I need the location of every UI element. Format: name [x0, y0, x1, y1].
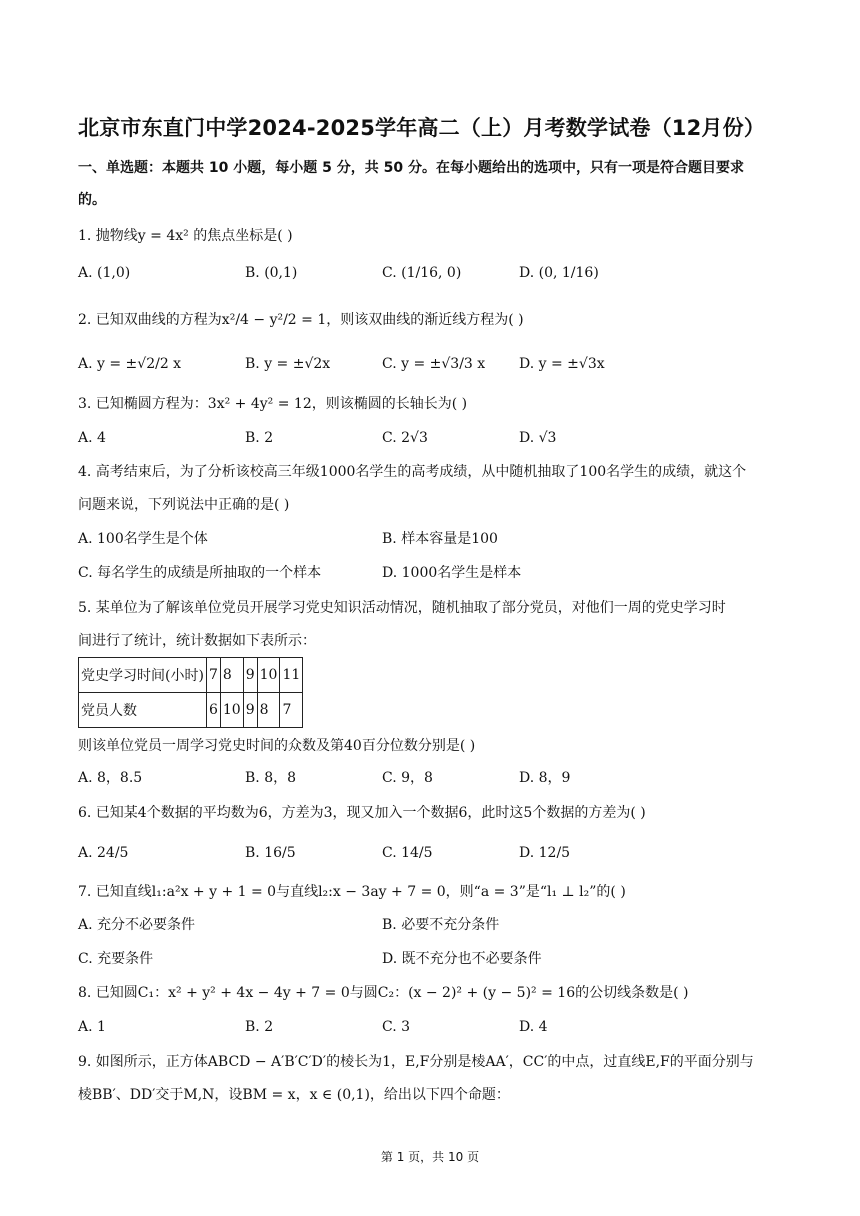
question-8-stem: 8. 已知圆C₁：x² + y² + 4x − 4y + 7 = 0与圆C₂：(x − 2)² + (y − 5)² = 16的公切线条数是( ) — [78, 985, 689, 1001]
q6-option-b: B. 16/5 — [245, 845, 296, 861]
question-4-stem-line1: 4. 高考结束后，为了分析该校高三年级1000名学生的高考成绩，从中随机抽取了100名学生的成绩，就这个 — [78, 464, 747, 480]
q3-option-a: A. 4 — [78, 430, 106, 446]
q5-option-c: C. 9，8 — [382, 770, 433, 786]
q8-option-d: D. 4 — [519, 1019, 548, 1035]
q2-option-a: A. y = ±√2/2 x — [78, 356, 182, 372]
table-cell: 8 — [257, 693, 280, 728]
q2-option-c: C. y = ±√3/3 x — [382, 356, 486, 372]
q6-option-a: A. 24/5 — [78, 845, 129, 861]
q5-option-a: A. 8，8.5 — [78, 770, 143, 786]
table-cell: 7 — [280, 693, 303, 728]
q2-option-d: D. y = ±√3x — [519, 356, 605, 372]
q1-option-c: C. (1/16, 0) — [382, 265, 462, 281]
q2-option-b: B. y = ±√2x — [245, 356, 331, 372]
section-instructions-line2: 的。 — [78, 192, 106, 208]
q7-option-b: B. 必要不充分条件 — [382, 917, 500, 933]
q5-option-d: D. 8，9 — [519, 770, 571, 786]
q4-option-a: A. 100名学生是个体 — [78, 531, 208, 547]
q1-option-d: D. (0, 1/16) — [519, 265, 599, 281]
q1-option-a: A. (1,0) — [78, 265, 131, 281]
page-title: 北京市东直门中学2024-2025学年高二（上）月考数学试卷（12月份） — [78, 116, 766, 140]
page-footer: 第 1 页，共 10 页 — [380, 1150, 480, 1164]
question-4-stem-line2: 问题来说，下列说法中正确的是( ) — [78, 497, 290, 513]
section-instructions-line1: 一、单选题：本题共 10 小题，每小题 5 分，共 50 分。在每小题给出的选项中，只有一项是符合题目要求 — [78, 160, 744, 176]
q3-option-b: B. 2 — [245, 430, 274, 446]
question-2-stem: 2. 已知双曲线的方程为x²/4 − y²/2 = 1，则该双曲线的渐近线方程为( ) — [78, 312, 524, 328]
q8-option-a: A. 1 — [78, 1019, 106, 1035]
question-6-stem: 6. 已知某4个数据的平均数为6，方差为3，现又加入一个数据6，此时这5个数据的方差为( ) — [78, 805, 646, 821]
table-cell: 10 — [220, 693, 243, 728]
table-cell: 9 — [243, 658, 257, 693]
q8-option-b: B. 2 — [245, 1019, 274, 1035]
q7-option-d: D. 既不充分也不必要条件 — [382, 951, 542, 967]
q6-option-c: C. 14/5 — [382, 845, 433, 861]
q4-option-b: B. 样本容量是100 — [382, 531, 498, 547]
table-cell: 6 — [206, 693, 220, 728]
question-5-stem-line3: 则该单位党员一周学习党史时间的众数及第40百分位数分别是( ) — [78, 738, 476, 754]
q1-option-b: B. (0,1) — [245, 265, 298, 281]
q3-option-d: D. √3 — [519, 430, 557, 446]
table-cell: 10 — [257, 658, 280, 693]
table-cell: 7 — [206, 658, 220, 693]
question-9-stem-line1: 9. 如图所示，正方体ABCD − A′B′C′D′的棱长为1，E,F分别是棱AA′，CC′的中点，过直线E,F的平面分别与 — [78, 1054, 754, 1070]
statistics-table — [78, 657, 303, 728]
question-5-stem-line1: 5. 某单位为了解该单位党员开展学习党史知识活动情况，随机抽取了部分党员，对他们一周的党史学习时 — [78, 600, 726, 616]
q4-option-d: D. 1000名学生是样本 — [382, 565, 522, 581]
table-cell: 党员人数 — [79, 693, 207, 728]
table-row — [79, 658, 303, 693]
q8-option-c: C. 3 — [382, 1019, 411, 1035]
q7-option-a: A. 充分不必要条件 — [78, 917, 196, 933]
q3-option-c: C. 2√3 — [382, 430, 428, 446]
table-cell: 11 — [280, 658, 303, 693]
table-cell: 9 — [243, 693, 257, 728]
question-9-stem-line2: 棱BB′、DD′交于M,N，设BM = x，x ∈ (0,1)，给出以下四个命题： — [78, 1087, 510, 1103]
table-cell: 党史学习时间(小时) — [79, 658, 207, 693]
q7-option-c: C. 充要条件 — [78, 951, 154, 967]
q6-option-d: D. 12/5 — [519, 845, 571, 861]
question-5-stem-line2: 间进行了统计，统计数据如下表所示： — [78, 633, 316, 649]
question-7-stem: 7. 已知直线l₁:a²x + y + 1 = 0与直线l₂:x − 3ay + 7 = 0，则“a = 3”是“l₁ ⊥ l₂”的( ) — [78, 884, 626, 900]
question-3-stem: 3. 已知椭圆方程为：3x² + 4y² = 12，则该椭圆的长轴长为( ) — [78, 396, 468, 412]
q4-option-c: C. 每名学生的成绩是所抽取的一个样本 — [78, 565, 322, 581]
table-row — [79, 693, 303, 728]
table-cell: 8 — [220, 658, 243, 693]
question-1-stem: 1. 抛物线y = 4x² 的焦点坐标是( ) — [78, 228, 293, 244]
q5-option-b: B. 8，8 — [245, 770, 297, 786]
